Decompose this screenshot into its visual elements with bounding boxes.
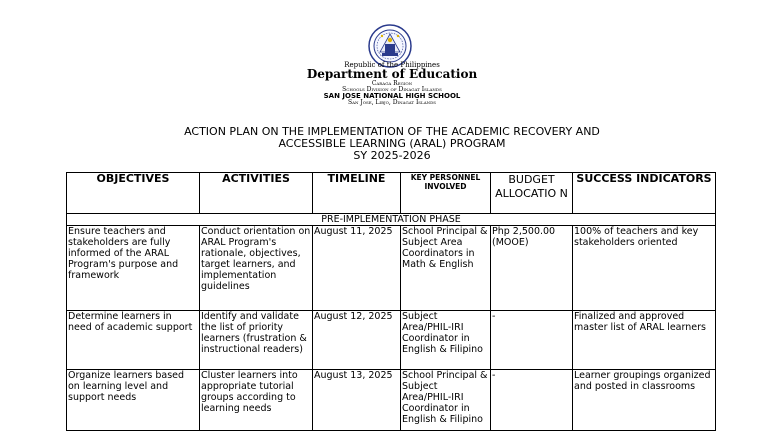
personnel-cell: Subject Area/PHIL-IRI Coordinator in English & Filipino bbox=[401, 311, 491, 370]
document-title-line1: ACTION PLAN ON THE IMPLEMENTATION OF THE ACADEMIC RECOVERY AND bbox=[184, 125, 600, 138]
header-activities: ACTIVITIES bbox=[200, 173, 313, 214]
objective-cell: Determine learners in need of academic support bbox=[67, 311, 200, 370]
action-plan-table bbox=[66, 172, 716, 431]
activity-cell: Identify and validate the list of priority learners (frustration & instructional readers) bbox=[200, 311, 313, 370]
indicator-cell: Learner groupings organized and posted in classrooms bbox=[573, 370, 716, 431]
phase-row bbox=[67, 214, 716, 226]
indicator-cell: Finalized and approved master list of ARAL learners bbox=[573, 311, 716, 370]
personnel-cell: School Principal & Subject Area/PHIL-IRI Coordinator in English & Filipino bbox=[401, 370, 491, 431]
activity-cell: Cluster learners into appropriate tutorial groups according to learning needs bbox=[200, 370, 313, 431]
table-row bbox=[67, 311, 716, 370]
letterhead-division: Schools Division of Dinagat Islands bbox=[342, 86, 442, 93]
school-year: SY 2025-2026 bbox=[353, 149, 431, 162]
budget-cell: - bbox=[491, 311, 573, 370]
letterhead-republic: Republic of the Philippines bbox=[344, 61, 440, 69]
table-row bbox=[67, 226, 716, 311]
letterhead-department: Department of Education bbox=[306, 67, 478, 81]
document-title-line2: ACCESSIBLE LEARNING (ARAL) PROGRAM bbox=[278, 137, 506, 150]
header-key-personnel: KEY PERSONNEL INVOLVED bbox=[401, 173, 491, 214]
header-timeline: TIMELINE bbox=[313, 173, 401, 214]
header-objectives: OBJECTIVES bbox=[67, 173, 200, 214]
phase-label: PRE-IMPLEMENTATION PHASE bbox=[67, 214, 716, 226]
budget-cell: - bbox=[491, 370, 573, 431]
activity-cell: Conduct orientation on ARAL Program's rationale, objectives, target learners, and implementation guidelines bbox=[200, 226, 313, 311]
objective-cell: Organize learners based on learning level and support needs bbox=[67, 370, 200, 431]
personnel-cell: School Principal & Subject Area Coordinators in Math & English bbox=[401, 226, 491, 311]
timeline-cell: August 11, 2025 bbox=[313, 226, 401, 311]
letterhead-address: San Jose, Libjo, Dinagat Islands bbox=[347, 99, 437, 106]
header-budget: BUDGET ALLOCATIO N bbox=[491, 173, 573, 214]
table-row bbox=[67, 370, 716, 431]
table-header-row bbox=[67, 173, 716, 214]
timeline-cell: August 12, 2025 bbox=[313, 311, 401, 370]
letterhead-school: SAN JOSE NATIONAL HIGH SCHOOL bbox=[323, 92, 461, 100]
budget-cell: Php 2,500.00 (MOOE) bbox=[491, 226, 573, 311]
objective-cell: Ensure teachers and stakeholders are fully informed of the ARAL Program's purpose and framework bbox=[67, 226, 200, 311]
header-success-indicators: SUCCESS INDICATORS bbox=[573, 173, 716, 214]
indicator-cell: 100% of teachers and key stakeholders oriented bbox=[573, 226, 716, 311]
letterhead-region: Caraga Region bbox=[371, 80, 413, 87]
timeline-cell: August 13, 2025 bbox=[313, 370, 401, 431]
